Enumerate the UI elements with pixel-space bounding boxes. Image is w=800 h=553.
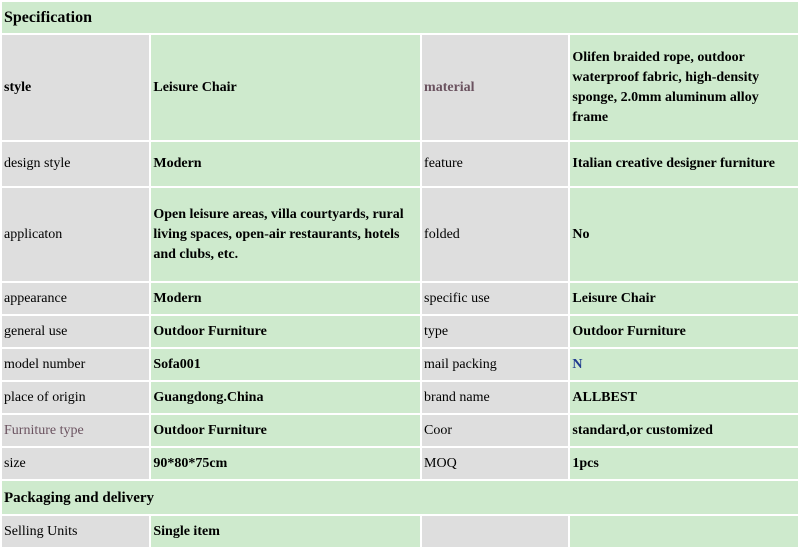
spec-value: Leisure Chair: [570, 283, 798, 314]
section-title: Specification: [2, 2, 798, 33]
spec-value: Outdoor Furniture: [151, 415, 420, 446]
spec-value: Modern: [151, 142, 420, 186]
spec-value: 1pcs: [570, 448, 798, 479]
spec-value: Leisure Chair: [151, 35, 420, 140]
spec-value: Single item: [151, 516, 420, 547]
spec-value: standard,or customized: [570, 415, 798, 446]
spec-label: Furniture type: [2, 415, 149, 446]
spec-label: folded: [422, 188, 568, 281]
spec-label: place of origin: [2, 382, 149, 413]
spec-label: mail packing: [422, 349, 568, 380]
spec-label: applicaton: [2, 188, 149, 281]
spec-label: model number: [2, 349, 149, 380]
spec-value: Sofa001: [151, 349, 420, 380]
spec-label: type: [422, 316, 568, 347]
spec-value: ALLBEST: [570, 382, 798, 413]
spec-value: Modern: [151, 283, 420, 314]
spec-label: material: [422, 35, 568, 140]
spec-label: specific use: [422, 283, 568, 314]
spec-value: 90*80*75cm: [151, 448, 420, 479]
spec-value: Olifen braided rope, outdoor waterproof fabric, high-density sponge, 2.0mm aluminum alloy frame: [570, 35, 798, 140]
spec-label: MOQ: [422, 448, 568, 479]
empty-cell: [570, 516, 798, 547]
spec-label: Selling Units: [2, 516, 149, 547]
section-title: Packaging and delivery: [2, 481, 798, 514]
spec-label: appearance: [2, 283, 149, 314]
spec-value: Guangdong.China: [151, 382, 420, 413]
spec-value: No: [570, 188, 798, 281]
spec-label: feature: [422, 142, 568, 186]
empty-cell: [422, 516, 568, 547]
spec-label: design style: [2, 142, 149, 186]
spec-label: general use: [2, 316, 149, 347]
spec-label: size: [2, 448, 149, 479]
spec-label: Coor: [422, 415, 568, 446]
spec-value: Outdoor Furniture: [151, 316, 420, 347]
spec-value: Open leisure areas, villa courtyards, rural living spaces, open-air restaurants, hotels and clubs, etc.: [151, 188, 420, 281]
spec-label: brand name: [422, 382, 568, 413]
spec-value: Italian creative designer furniture: [570, 142, 798, 186]
spec-value: N: [570, 349, 798, 380]
spec-label: style: [2, 35, 149, 140]
spec-value: Outdoor Furniture: [570, 316, 798, 347]
